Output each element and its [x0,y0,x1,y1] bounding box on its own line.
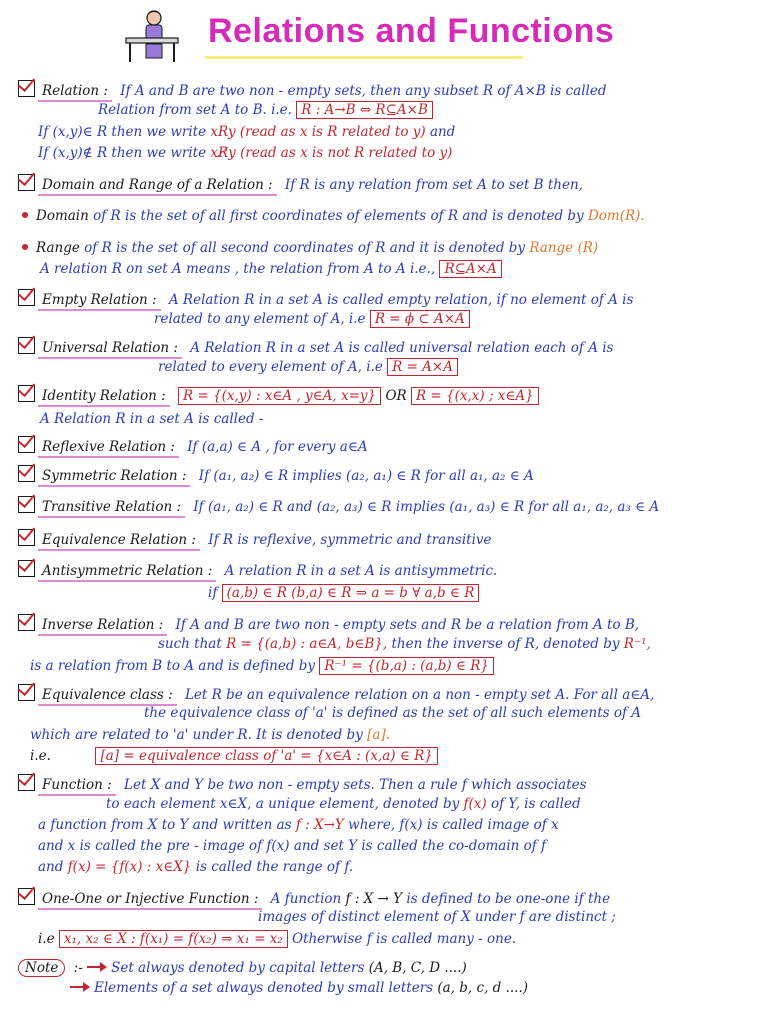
domain-word: Domain [36,208,89,224]
note-separator: :- [73,960,83,976]
universal-line-2-text: related to every element of A, i.e [158,359,383,375]
eqclass-formula-box: [a] = equivalence class of 'a' = {x∈A : (x,a) ∈ R} [95,747,437,765]
transitive-relation [18,496,659,518]
oneone-ie: i.e [38,931,55,947]
checkbox-icon [18,496,35,513]
note-line-1-text: Set always denoted by capital letters [111,960,365,976]
note-line-1-examples: (A, B, C, D ....) [368,960,467,976]
eqclass-ie: i.e. [30,748,51,764]
checkbox-icon [18,385,35,402]
reflexive-relation [18,436,368,458]
function-line-1: Let X and Y be two non - empty sets. Then a rule f which associates [124,777,587,793]
inverse-relation [18,614,639,636]
function-definition [18,774,587,796]
relation-and: and [429,124,456,140]
oneone-mapping: f : X → Y [345,891,403,907]
relation-line-2 [98,102,433,118]
relation-on-set-box: R⊆A×A [439,260,501,278]
term-one-one: One-One or Injective Function : [38,890,262,910]
checkbox-icon [18,888,35,905]
checkbox-icon [18,465,35,482]
equivalence-relation [18,529,492,551]
relation-line-4a: If (x,y)∉ R then we write [38,145,207,161]
eqclass-symbol: [a]. [367,727,390,743]
note-line-2 [70,980,528,996]
checkbox-icon [18,560,35,577]
relation-line-4 [38,145,452,161]
domain-range-heading [18,174,583,196]
function-range-set: f(x) = {f(x) : x∈X} [67,859,192,875]
function-line-3c: where, f(x) is called image of x [348,817,559,833]
inverse-denoted: then the inverse of R, denoted by [391,636,620,652]
function-line-2a: to each element x∈X, a unique element, denoted by [106,796,460,812]
function-line-3a: a function from X to Y and written as [38,817,292,833]
relation-formula-box: R : A→B ⇔ R⊆A×B [296,101,433,119]
checkbox-icon [18,614,35,631]
term-identity-relation: Identity Relation : [38,387,170,407]
universal-line-2 [158,359,458,375]
identity-line-2: A Relation R in a set A is called - [40,411,264,427]
note-line-2-text: Elements of a set always denoted by small letters [94,980,434,996]
function-and: and [38,859,64,875]
oneone-line-1c: is defined to be one-one if the [406,891,611,907]
arrow-right-icon [87,966,105,968]
antisymmetric-condition [208,585,479,601]
empty-line-2-text: related to any element of A, i.e [154,311,366,327]
empty-line-2 [154,311,470,327]
term-inverse: Inverse Relation : [38,616,167,636]
equivalence-class [18,684,654,706]
term-equivalence-class: Equivalence class : [38,686,177,706]
oneone-line-3 [38,931,516,947]
checkbox-icon [18,529,35,546]
checkbox-icon [18,174,35,191]
one-one-function [18,888,610,910]
function-line-5c: is called the range of f. [195,859,354,875]
desk-top [126,38,178,43]
chair [146,44,162,58]
range-word: Range [36,240,80,256]
range-notation: Range (R) [529,240,599,256]
note-label: Note [18,959,65,977]
term-symmetric: Symmetric Relation : [38,467,190,487]
antisymmetric-if: if [208,585,218,601]
eqclass-line-4 [30,748,438,764]
bullet-icon [22,244,28,250]
term-function: Function : [38,776,116,796]
checkbox-icon [18,337,35,354]
reflexive-text: If (a,a) ∈ A , for every a∈A [187,439,368,455]
oneone-otherwise: Otherwise f is called many - one. [292,931,517,947]
relation-xnry: xR̸y [210,145,236,161]
oneone-line-2: images of distinct element of X under f are distinct ; [258,909,616,925]
domain-notation: Dom(R). [587,208,645,224]
eqclass-denoted: which are related to 'a' under R. It is denoted by [30,727,363,743]
eqclass-line-1: Let R be an equivalence relation on a non - empty set A. For all a∈A, [184,687,655,703]
arrow-right-icon [70,986,88,988]
domain-range-line-1: If R is any relation from set A to set B then, [284,177,583,193]
inverse-symbol: R⁻¹, [623,636,651,652]
term-relation: Relation : [38,82,112,102]
relation-on-set [40,261,502,277]
person-head [147,11,161,25]
antisymmetric-formula-box: (a,b) ∈ R (b,a) ∈ R ⇒ a = b ∀ a,b ∈ R [222,584,480,602]
checkbox-icon [18,774,35,791]
range-text: of R is the set of all second coordinates of R and it is denoted by [84,240,526,256]
relation-xry: xRy [210,124,236,140]
inverse-such-that: such that [158,636,222,652]
empty-relation [18,289,633,311]
checkbox-icon [18,684,35,701]
equivalence-text: If R is reflexive, symmetric and transitive [208,532,492,548]
relation-line-1: If A and B are two non - empty sets, then any subset R of A×B is called [120,83,607,99]
empty-formula-box: R = ϕ ⊂ A×A [370,310,470,328]
term-domain-range: Domain and Range of a Relation : [38,176,277,196]
oneone-line-1a: A function [270,891,342,907]
relation-line-3 [38,124,455,140]
identity-formula-box-2: R = {(x,x) ; x∈A} [411,387,539,405]
eqclass-line-2: the equivalence class of 'a' is defined as the set of all such elements of A [144,705,642,721]
relation-read-as: (read as x is R related to y) [239,124,426,140]
range-bullet [22,240,598,256]
page-title: Relations and Functions [208,12,615,50]
empty-line-1: A Relation R in a set A is called empty relation, if no element of A is [168,292,634,308]
symmetric-text: If (a₁, a₂) ∈ R implies (a₂, a₁) ∈ R for all a₁, a₂ ∈ A [198,468,534,484]
antisymmetric-text: A relation R in a set A is antisymmetric. [224,563,498,579]
term-antisymmetric: Antisymmetric Relation : [38,562,216,582]
oneone-formula-box: x₁, x₂ ∈ X : f(x₁) = f(x₂) ⇒ x₁ = x₂ [59,930,288,948]
antisymmetric-relation [18,560,497,582]
inverse-line-2 [158,636,651,652]
universal-line-1: A Relation R in a set A is called universal relation each of A is [190,340,614,356]
function-fx: f(x) [463,796,487,812]
function-line-2c: of Y, is called [491,796,581,812]
identity-or: OR [385,388,407,404]
term-equivalence: Equivalence Relation : [38,531,200,551]
bullet-icon [22,212,28,218]
term-reflexive: Reflexive Relation : [38,438,179,458]
relation-read-as-not: (read as x is not R related to y) [240,145,453,161]
term-transitive: Transitive Relation : [38,498,185,518]
function-line-4: and x is called the pre - image of f(x) and set Y is called the co-domain of f [38,838,547,854]
relation-on-set-text: A relation R on set A means , the relation from A to A i.e., [40,261,436,277]
checkbox-icon [18,80,35,97]
note-line-2-examples: (a, b, c, d ....) [437,980,529,996]
identity-relation [18,385,539,407]
domain-bullet [22,208,645,224]
eqclass-line-3 [30,727,390,743]
term-universal-relation: Universal Relation : [38,339,182,359]
function-line-3 [38,817,559,833]
desk-illustration [122,4,182,64]
relation-definition [18,80,606,102]
checkbox-icon [18,289,35,306]
inverse-line-1: If A and B are two non - empty sets and R be a relation from A to B, [175,617,640,633]
function-line-2 [106,796,581,812]
universal-formula-box: R = A×A [387,358,458,376]
title-underline [205,56,523,59]
universal-relation [18,337,614,359]
symmetric-relation [18,465,534,487]
function-mapping: f : X→Y [295,817,344,833]
note-line-1 [18,959,467,977]
domain-text: of R is the set of all first coordinates of elements of R and is denoted by [93,208,584,224]
inverse-formula-box: R⁻¹ = {(b,a) : (a,b) ∈ R} [319,657,494,675]
identity-formula-box-1: R = {(x,y) : x∈A , y∈A, x=y} [178,387,381,405]
checkbox-icon [18,436,35,453]
inverse-defined-by: is a relation from B to A and is defined by [30,658,316,674]
function-line-5 [38,859,353,875]
transitive-text: If (a₁, a₂) ∈ R and (a₂, a₃) ∈ R implies (a₁, a₃) ∈ R for all a₁, a₂, a₃ ∈ A [193,499,660,515]
relation-line-2-text: Relation from set A to B. i.e. [98,102,292,118]
relation-line-3a: If (x,y)∈ R then we write [38,124,207,140]
term-empty-relation: Empty Relation : [38,291,161,311]
inverse-set-def: R = {(a,b) : a∈A, b∈B}, [226,636,388,652]
inverse-line-3 [30,658,494,674]
